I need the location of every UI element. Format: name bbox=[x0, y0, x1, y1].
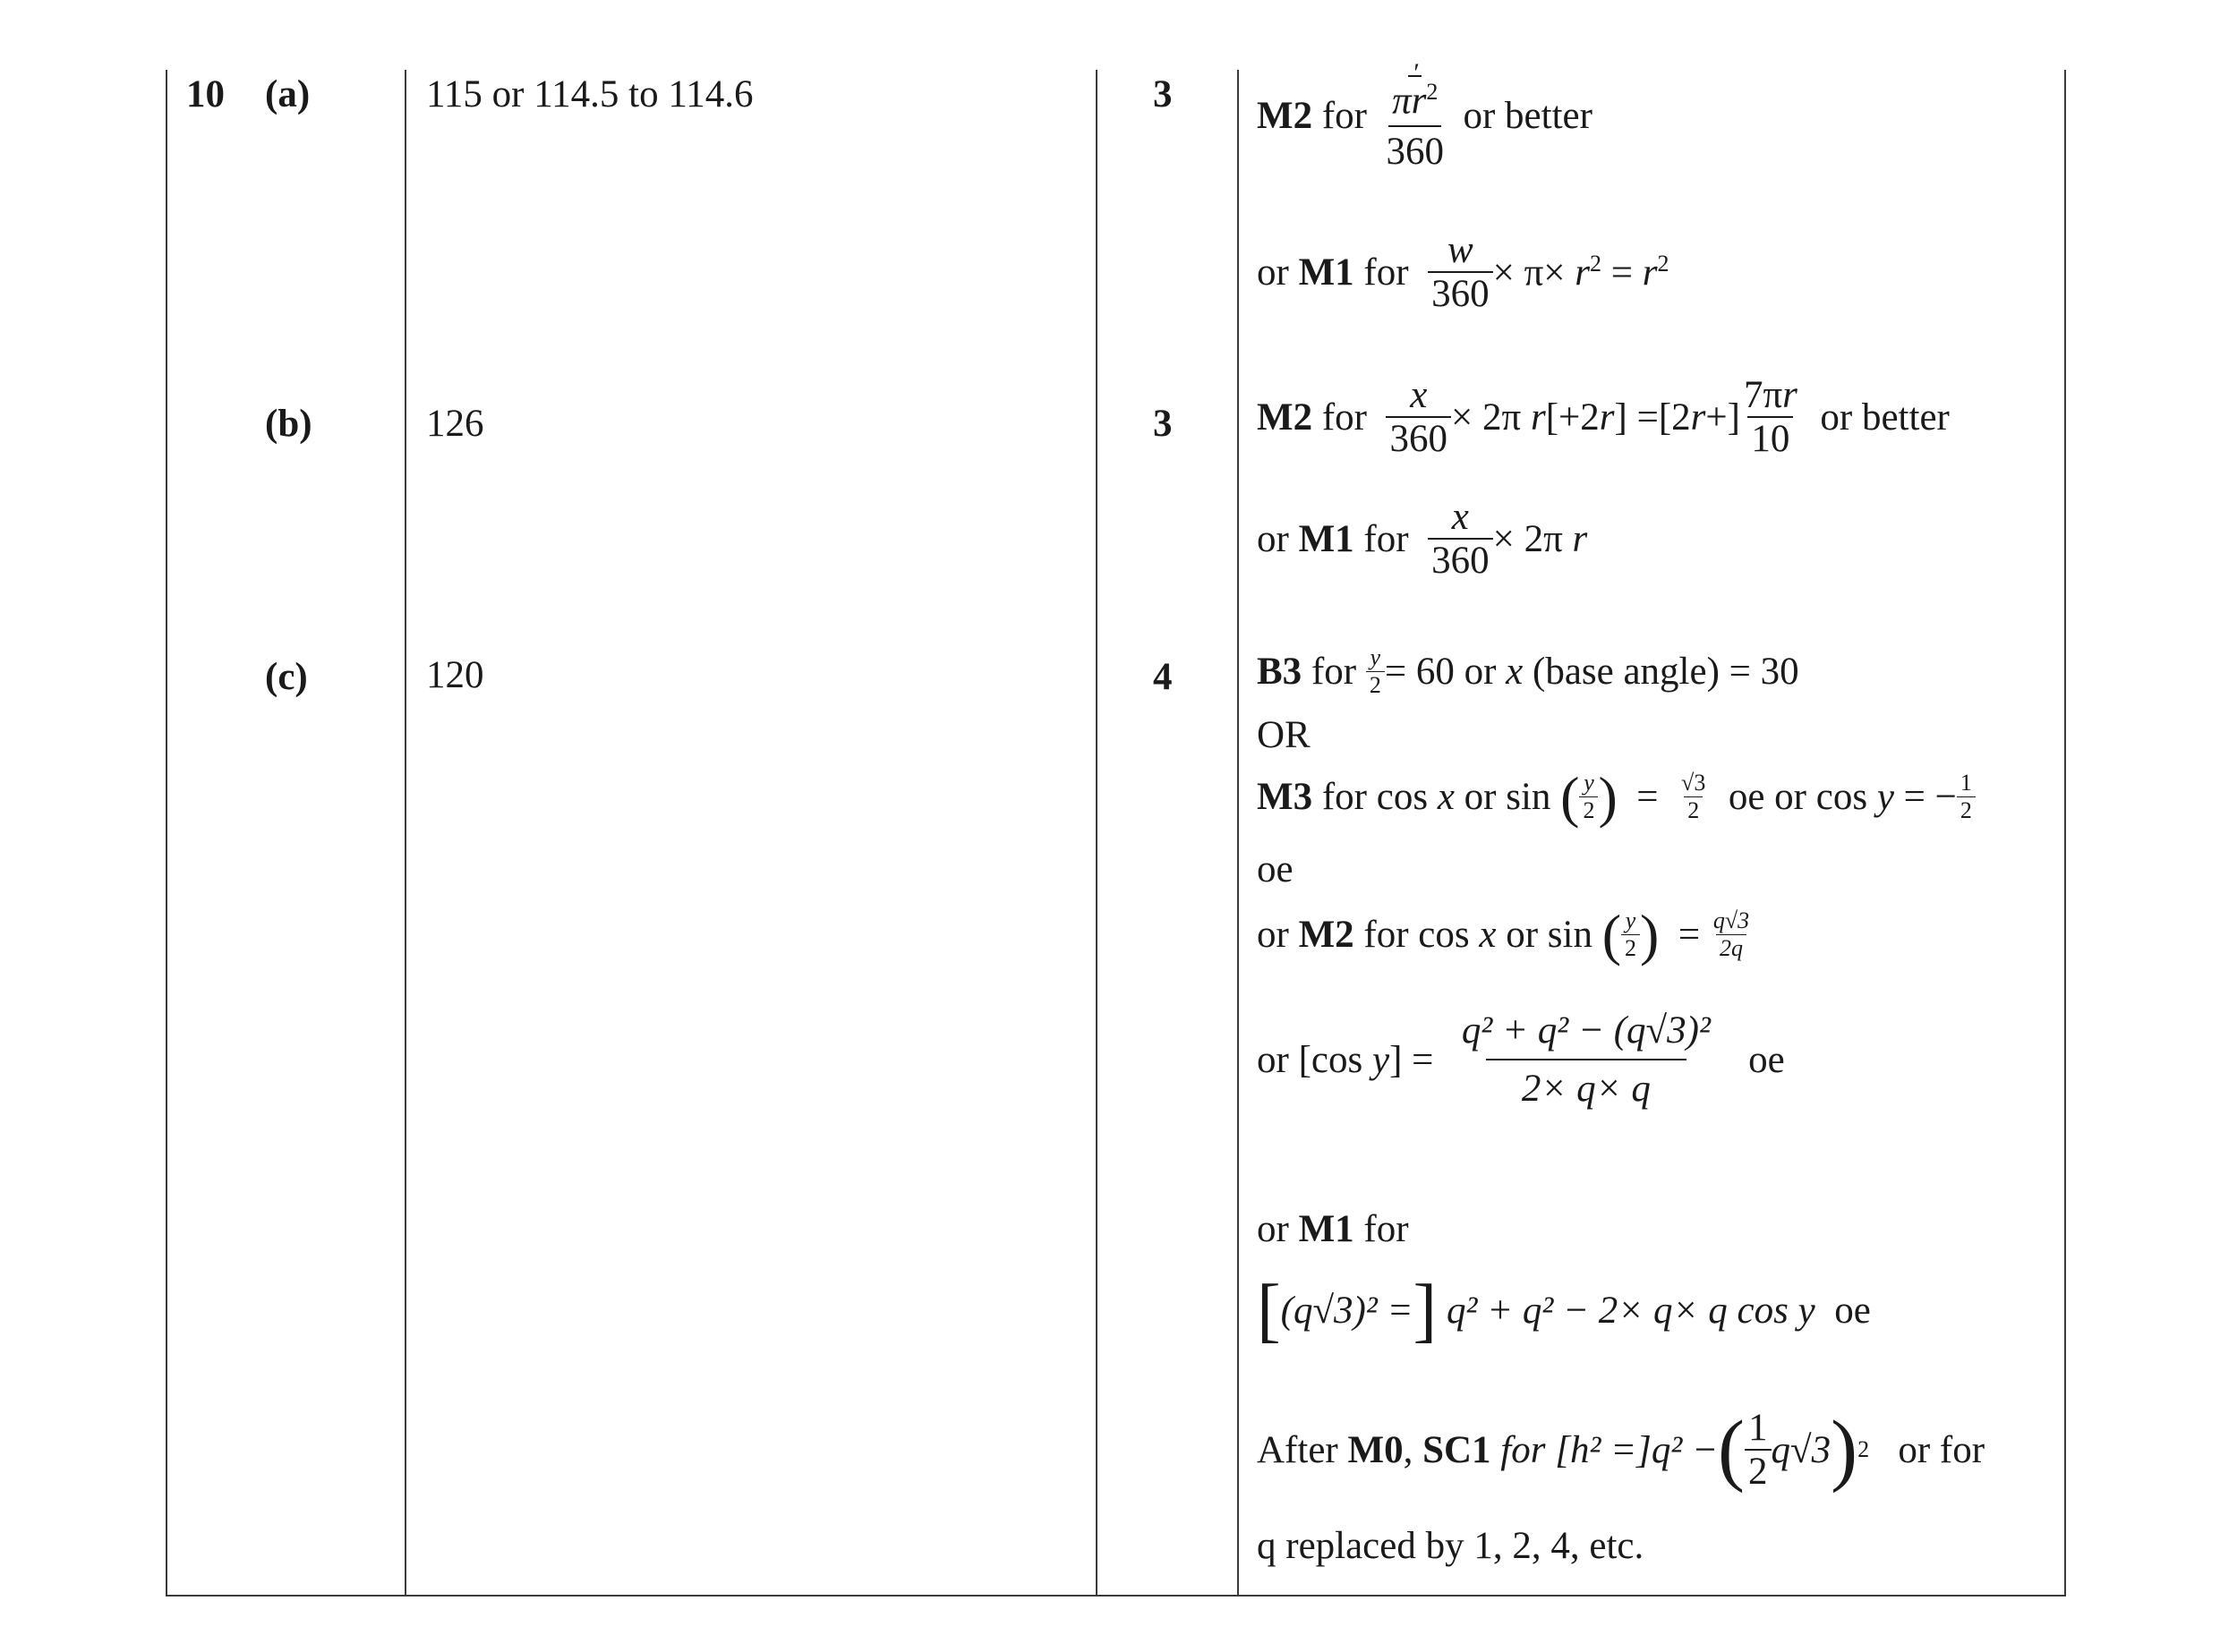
part-c-label: (c) bbox=[265, 656, 308, 698]
table-border-right bbox=[2064, 70, 2066, 1597]
part-c-m2-fraction: $\frac{q√3}{2q}$ bbox=[1712, 907, 1750, 961]
part-b-guidance-m1: or M1 for $\frac{x}{360}$ × 2π r bbox=[1257, 496, 1588, 582]
part-b-m2-fraction-2: $\frac{7\pi r}{10}$ bbox=[1743, 374, 1797, 460]
part-b-m1-fraction: $\frac{x}{360}$ bbox=[1428, 498, 1493, 580]
part-c-last-line: q replaced by 1, 2, 4, etc. bbox=[1257, 1525, 1644, 1567]
part-c-b3: B3 for $\frac{y}{2}$ = 60 or x (base angle) = 30 bbox=[1257, 644, 1799, 698]
part-c-m3: M3 for cos x or sin ( $\frac{y}{2}$ ) = $\frac{√3}{2}$ oe or cos y = − $\frac{1}{2}$ bbox=[1257, 771, 1976, 822]
part-c-m2: or M2 for cos x or sin ( $\frac{y}{2}$ ) = $\frac{q√3}{2q}$ bbox=[1257, 909, 1753, 960]
part-b-label: (b) bbox=[265, 403, 312, 445]
part-c-m3-neg-half: $\frac{1}{2}$ bbox=[1957, 771, 1976, 822]
part-c-or: OR bbox=[1257, 714, 1311, 756]
part-c-sc1: After M0 , SC1 for [h² =]q² − ( $\frac{1}{2}$ q√3 ) 2 or for bbox=[1257, 1405, 1985, 1494]
part-c-cosine-fraction: $\frac{\text{q² + q² − (q√3)²}}{2\times q\times q}$ bbox=[1461, 1009, 1711, 1110]
part-c-m3-sqrt3-half: $\frac{√3}{2}$ bbox=[1681, 770, 1706, 823]
part-c-b3-fraction: $\frac{y}{2}$ bbox=[1366, 646, 1385, 697]
part-c-m1-line: or M1 for bbox=[1257, 1208, 1409, 1250]
part-c-m3-y-half: $\frac{y}{2}$ bbox=[1579, 771, 1598, 822]
part-a-guidance-m2: M2 for ′ $\pi r^2$ 360 or better bbox=[1257, 58, 1592, 174]
part-a-m1-fraction: $\frac{w}{360}$ bbox=[1428, 231, 1493, 313]
part-c-cosine: or [cos y ] = $\frac{\text{q² + q² − (q√3)²}}{2\times q\times q}$ oe bbox=[1257, 1009, 1785, 1110]
part-a-m2-fraction: ′ $\pi r^2$ 360 bbox=[1386, 58, 1444, 174]
part-b-m2-fraction: $\frac{x}{360}$ bbox=[1386, 376, 1451, 458]
part-c-m2-y-half: $\frac{y}{2}$ bbox=[1621, 909, 1640, 960]
question-number: 10 bbox=[186, 73, 225, 115]
part-c-m3-oe: oe bbox=[1257, 848, 1294, 890]
part-b-m2-expr: × 2π r[+2r] =[2r+] bbox=[1450, 396, 1740, 439]
part-c-answer: 120 bbox=[426, 654, 484, 696]
table-border-bottom bbox=[166, 1595, 2066, 1597]
part-b-m1-expr: × 2π r bbox=[1492, 517, 1588, 560]
part-b-answer: 126 bbox=[426, 403, 484, 445]
part-a-marks: 3 bbox=[1153, 73, 1173, 115]
part-c-marks: 4 bbox=[1153, 656, 1173, 698]
table-divider-guidance bbox=[1237, 70, 1239, 1597]
part-b-guidance-m2: M2 for $\frac{x}{360}$ × 2π r[+2r] =[2r+] $\frac{7\pi r}{10}$ or better bbox=[1257, 374, 1950, 460]
part-b-marks: 3 bbox=[1153, 403, 1173, 445]
part-c-m1-expression: [ (q√3)² = ] q² + q² − 2× q× q cos y oe bbox=[1257, 1271, 1871, 1350]
part-a-answer: 115 or 114.5 to 114.6 bbox=[426, 73, 754, 115]
part-c-sc1-half: $\frac{1}{2}$ bbox=[1745, 1409, 1772, 1491]
part-a-m1-expr: × $\pi\times r^2 = r^2$ bbox=[1492, 250, 1669, 294]
table-divider-marks bbox=[1096, 70, 1097, 1597]
part-a-label: (a) bbox=[265, 73, 311, 115]
table-divider-answer bbox=[405, 70, 406, 1597]
table-border-left bbox=[166, 70, 167, 1597]
part-a-guidance-m1: or M1 for $\frac{w}{360}$ × $\pi\times r^2 = r^2$ bbox=[1257, 229, 1669, 315]
